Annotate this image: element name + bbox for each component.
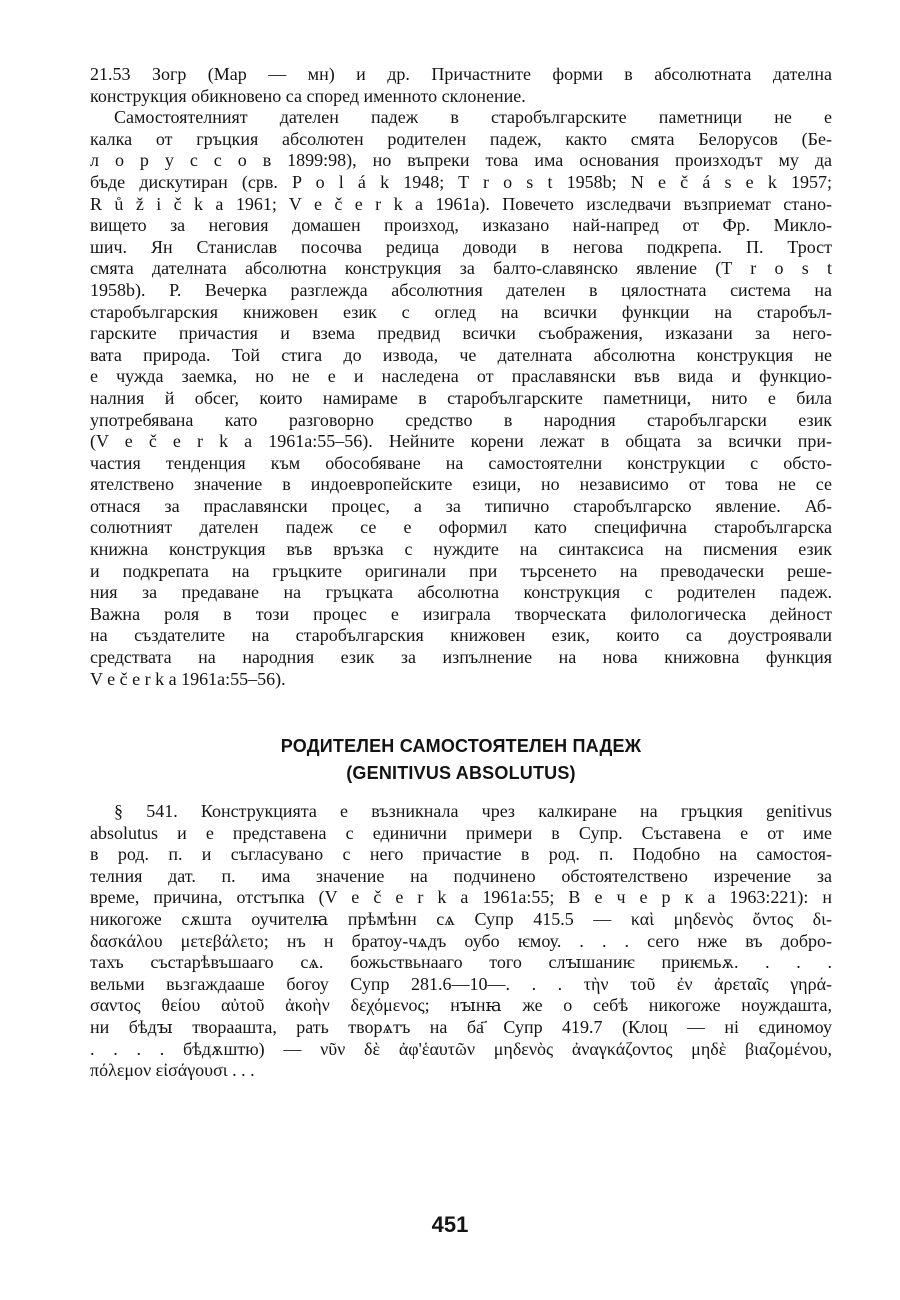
text-line: гарските причастия и взема предвид всички съображения, изказани за него- xyxy=(90,323,832,344)
section-541-text xyxy=(90,801,832,1082)
text-line: отнася за праславянски процес, а за типично старобългарско явление. Аб- xyxy=(90,495,832,516)
text-line: V e č e r k a 1961a:55–56). xyxy=(90,668,286,689)
heading-line-2: (GENITIVUS ABSOLUTUS) xyxy=(346,763,576,783)
text-line: време, причина, отстъпка (V e č e r k a 1961a:55; В е ч е р к а 1963:221): н xyxy=(90,887,832,908)
text-line: δασκάλου μετεβάλετο; нъ н братоу-чѧдъ оубо ѥмоу. . . . сего нже въ добро- xyxy=(90,930,832,951)
text-line: употребявана като разговорно средство в народния старобългарски език xyxy=(90,409,832,430)
text-line: смята дателната абсолютна конструкция за балто-славянско явление (T r o s t xyxy=(90,258,832,279)
text-line: σαντος θείου αὐτοῦ ἀκοὴν δεχόμενος; нꙑнꙗ же о себѣ никогоже ноуждашта, xyxy=(90,995,832,1016)
text-line: книжна конструкция във връзка с нуждите на синтаксиса на писмения език xyxy=(90,539,832,560)
text-line: Самостоятелният дателен падеж в старобългарските паметници не е xyxy=(114,107,832,128)
text-line: на създателите на старобългарския книжовен език, които са доустроявали xyxy=(90,625,832,646)
text-line: старобългарския книжовен език с оглед на всички функции на старобъл- xyxy=(90,301,832,322)
text-line: 21.53 Зогр (Мар — мн) и др. Причастните форми в абсолютната дателна xyxy=(90,64,832,84)
text-line: вището за неговия домашен произход, изказано най-напред от Фр. Микло- xyxy=(90,215,832,236)
text-line: R ů ž i č k a 1961; V e č e r k a 1961a). Повечето изследвачи възприемат стано- xyxy=(90,193,832,214)
text-line: 1958b). Р. Вечерка разглежда абсолютния дателен в цялостната система на xyxy=(90,279,832,300)
paragraph xyxy=(90,64,832,107)
text-line: налния й обсег, които намираме в старобългарските паметници, нито е била xyxy=(90,387,832,408)
page-number: 451 xyxy=(431,1212,469,1237)
text-line: л о р у с с о в 1899:98), но въпреки това има основания произходът му да xyxy=(90,150,832,171)
text-line: средствата на народния език за изпълнение на нова книжовна функция xyxy=(90,647,832,668)
text-line: (V e č e r k a 1961a:55–56). Нейните корени лежат в общата за всички при- xyxy=(90,431,832,452)
text-line: бъде дискутиран (срв. P o l á k 1948; T r o s t 1958b; N e č á s e k 1957; xyxy=(90,171,832,192)
text-line: и подкрепата на гръцките оригинали при търсенето на преводачески реше- xyxy=(90,560,832,581)
heading-line-1: РОДИТЕЛЕН САМОСТОЯТЕЛЕН ПАДЕЖ xyxy=(280,736,642,756)
text-line: калка от гръцкия абсолютен родителен падеж, както смята Белорусов (Бе- xyxy=(90,128,832,149)
text-line: тахъ състарѣвъшааго сѧ. божьствьнааго того слꙑшаниѥ приѥмьѫ. . . . xyxy=(90,952,832,973)
text-line: в род. п. и съгласувано с него причастие в род. п. Подобно на самостоя- xyxy=(90,844,832,865)
text-line: телния дат. п. има значение на подчинено обстоятелствено изречение за xyxy=(90,865,832,886)
text-line: е чужда заемка, но не е и наследена от праславянски във вида и функцио- xyxy=(90,366,832,387)
text-line: absolutus и е представена с единични примери в Супр. Съставена е от име xyxy=(90,822,832,843)
paragraph xyxy=(90,801,832,1082)
text-line: . . . . бѣдѫштю) — νῦν δὲ ἀφ'ἑαυτῶν μηδενὸς ἀναγκάζοντος μηδὲ βιαζομένου, xyxy=(90,1038,832,1059)
text-line: πόλεμον εἰσάγουσι . . . xyxy=(90,1060,255,1081)
text-line: вата природа. Той стига до извода, че дателната абсолютна конструкция не xyxy=(90,344,832,365)
text-line: никогоже сѫшта оучителꙗ прѣмѣнн сѧ Супр 415.5 — καὶ μηδενὸς ὄντος δι- xyxy=(90,908,832,929)
text-line: ния за предаване на гръцката абсолютна конструкция с родителен падеж. xyxy=(90,582,832,603)
text-line: вельми вьзгаждааше богоу Супр 281.6—10—. . . τὴν τοῦ ἐν ἀρεταῖς γηρά- xyxy=(90,973,832,994)
body-text xyxy=(90,64,832,690)
text-line: ни бѣдꙑ твораашта, рать творѧтъ на ба҃ Супр 419.7 (Клоц — ні єдиномоу xyxy=(90,1016,832,1037)
text-line: Важна роля в този процес е изиграла творческата филологическа дейност xyxy=(90,603,832,624)
text-line: солютният дателен падеж се е оформил като специфична старобългарска xyxy=(90,517,832,538)
text-line: ятелствено значение в индоевропейските езици, но независимо от това не се xyxy=(90,474,832,495)
text-line: § 541. Конструкцията е възникнала чрез калкиране на гръцкия genitivus xyxy=(114,801,832,821)
text-line: конструкция обикновено са според именното склонение. xyxy=(90,85,526,106)
section-heading xyxy=(90,733,832,787)
paragraph xyxy=(90,107,832,690)
text-line: частия тенденция към обособяване на самостоятелни конструкции с обсто- xyxy=(90,452,832,473)
text-line: шич. Ян Станислав посочва редица доводи в негова подкрепа. П. Трост xyxy=(90,236,832,257)
